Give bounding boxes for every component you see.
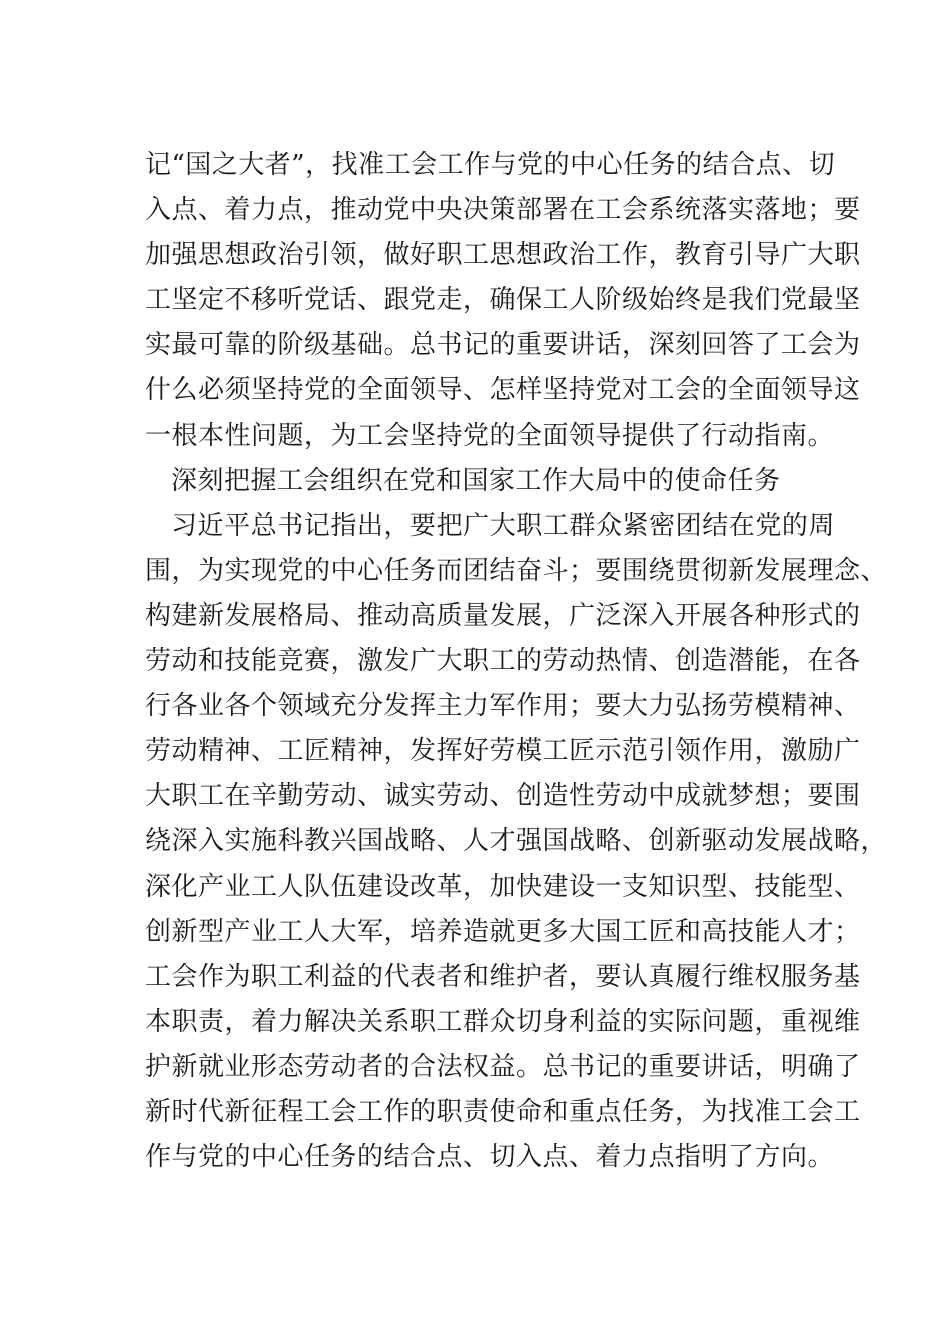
text-line: 护新就业形态劳动者的合法权益。总书记的重要讲话，明确了 [145,1051,861,1082]
text-line: 绕深入实施科教兴国战略、人才强国战略、创新驱动发展战略， [145,826,888,857]
text-line: 工坚定不移听党话、跟党走，确保工人阶级始终是我们党最坚 [145,285,861,316]
text-line: 一根本性问题，为工会坚持党的全面领导提供了行动指南。 [145,420,835,451]
text-line: 实最可靠的阶级基础。总书记的重要讲话，深刻回答了工会为 [145,330,861,361]
text-line: 习近平总书记指出，要把广大职工群众紧密团结在党的周 [171,510,835,541]
text-line: 什么必须坚持党的全面领导、怎样坚持党对工会的全面领导这 [145,375,861,406]
paragraph-1 [145,143,861,459]
text-line: 劳动和技能竞赛，激发广大职工的劳动热情、创造潜能，在各 [145,646,861,677]
text-line: 入点、着力点，推动党中央决策部署在工会系统落实落地；要 [145,195,861,226]
text-line: 加强思想政治引领，做好职工思想政治工作，教育引导广大职 [145,240,861,271]
section-heading: 深刻把握工会组织在党和国家工作大局中的使命任务 [171,465,781,496]
text-line: 本职责，着力解决关系职工群众切身利益的实际问题，重视维 [145,1006,861,1037]
text-line: 围，为实现党的中心任务而团结奋斗；要围绕贯彻新发展理念、 [145,555,888,586]
document-body [145,143,888,1180]
text-line: 记“国之大者”，找准工会工作与党的中心任务的结合点、切 [145,150,836,180]
paragraph-2 [145,504,888,1180]
text-line: 创新型产业工人大军，培养造就更多大国工匠和高技能人才； [145,916,861,947]
text-line: 深化产业工人队伍建设改革，加快建设一支知识型、技能型、 [145,871,861,902]
text-line: 行各业各个领域充分发挥主力军作用；要大力弘扬劳模精神、 [145,691,861,722]
text-line: 劳动精神、工匠精神，发挥好劳模工匠示范引领作用，激励广 [145,736,861,767]
text-line: 作与党的中心任务的结合点、切入点、着力点指明了方向。 [145,1142,835,1173]
text-line: 新时代新征程工会工作的职责使命和重点任务，为找准工会工 [145,1096,861,1127]
text-line: 工会作为职工利益的代表者和维护者，要认真履行维权服务基 [145,961,861,992]
text-line: 构建新发展格局、推动高质量发展，广泛深入开展各种形式的 [145,600,861,631]
text-line: 大职工在辛勤劳动、诚实劳动、创造性劳动中成就梦想；要围 [145,781,861,812]
